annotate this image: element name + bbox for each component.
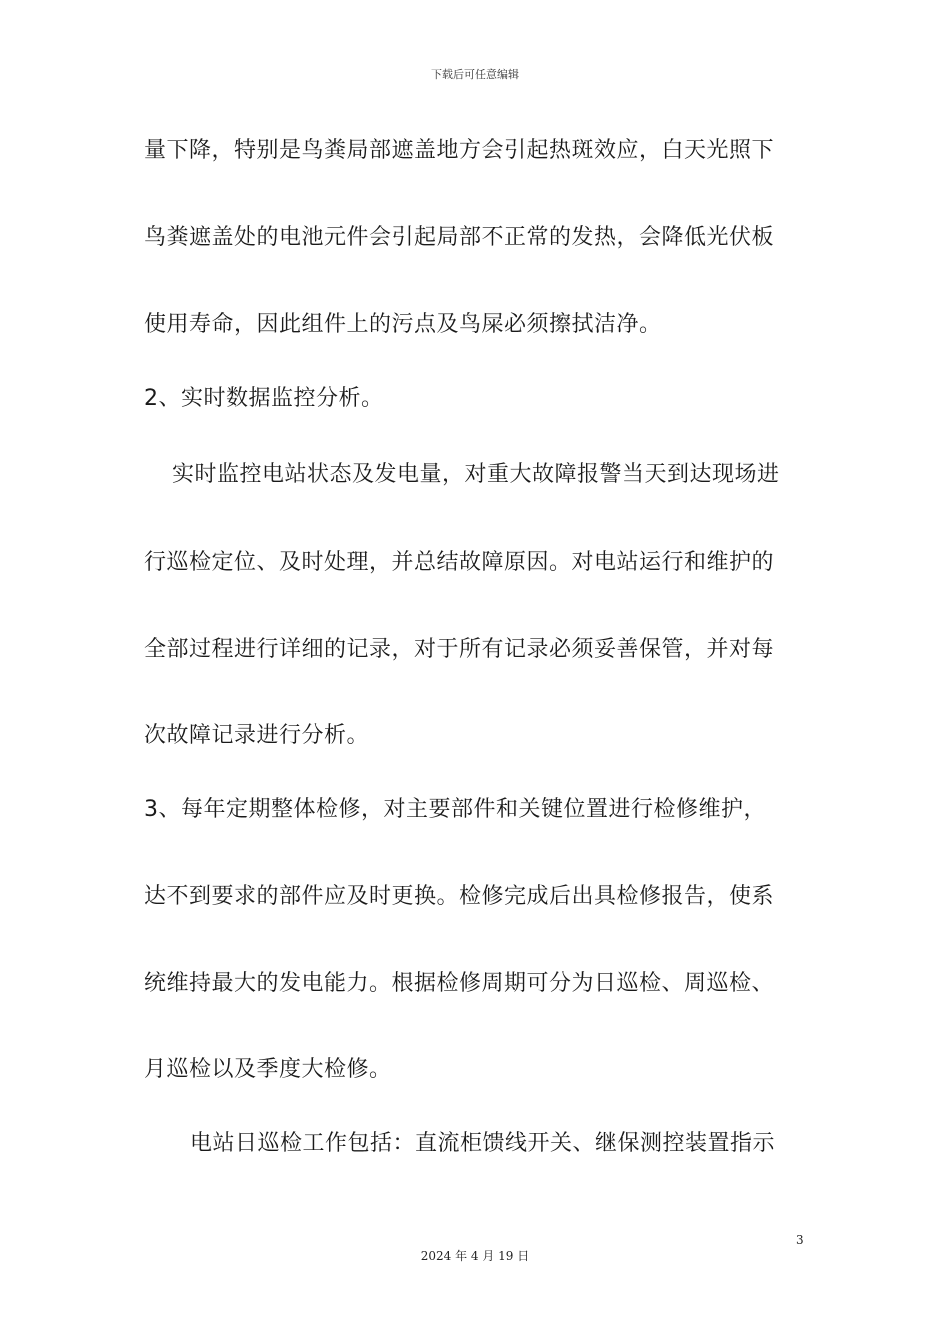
body-line-13: 电站日巡检工作包括：直流柜馈线开关、继保测控装置指示 bbox=[190, 1131, 776, 1156]
body-line-12: 月巡检以及季度大检修。 bbox=[144, 1057, 392, 1082]
body-line-2: 鸟粪遮盖处的电池元件会引起局部不正常的发热，会降低光伏板 bbox=[144, 225, 775, 250]
page-footer-date: 2024 年 4 月 19 日 bbox=[420, 1249, 530, 1263]
body-line-10: 达不到要求的部件应及时更换。检修完成后出具检修报告，使系 bbox=[144, 884, 775, 909]
body-line-5: 实时监控电站状态及发电量，对重大故障报警当天到达现场进 bbox=[172, 462, 780, 487]
body-line-8: 次故障记录进行分析。 bbox=[144, 723, 370, 748]
body-line-6: 行巡检定位、及时处理，并总结故障原因。对电站运行和维护的 bbox=[144, 550, 775, 575]
body-line-7: 全部过程进行详细的记录，对于所有记录必须妥善保管，并对每 bbox=[144, 637, 775, 662]
section-item-3: 3、每年定期整体检修，对主要部件和关键位置进行检修维护， bbox=[144, 797, 766, 822]
section-heading-2: 2、实时数据监控分析。 bbox=[144, 386, 384, 411]
body-line-3: 使用寿命，因此组件上的污点及鸟屎必须擦拭洁净。 bbox=[144, 312, 662, 337]
page-header: 下载后可任意编辑 bbox=[431, 68, 519, 81]
body-line-11: 统维持最大的发电能力。根据检修周期可分为日巡检、周巡检、 bbox=[144, 971, 775, 996]
body-line-1: 量下降，特别是鸟粪局部遮盖地方会引起热斑效应，白天光照下 bbox=[144, 138, 775, 163]
page-number: 3 bbox=[796, 1233, 804, 1247]
